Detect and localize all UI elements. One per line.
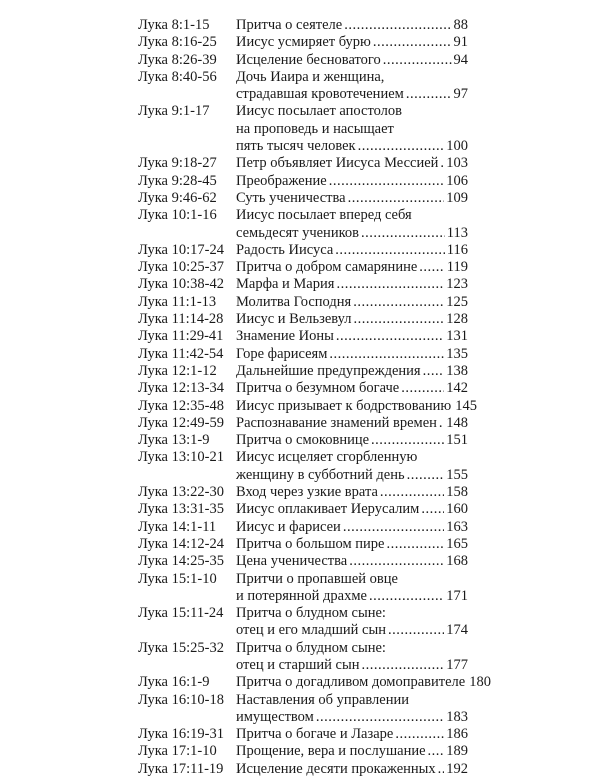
dot-leader [354,311,445,328]
scripture-reference: Лука 14:1-11 [138,518,217,535]
page-number: 135 [446,345,468,362]
scripture-reference: Лука 15:1-10 [138,570,217,587]
page-number: 109 [446,189,468,206]
page-number: 97 [453,86,468,103]
entry-title: Горе фарисеям [236,345,328,362]
entry-title: имуществом [236,708,314,725]
entry-body [236,692,468,727]
entry-body [236,397,477,415]
scripture-reference: Лука 16:19-31 [138,726,224,743]
entry-title: Дочь Иаира и женщина, [236,68,385,85]
dot-leader [428,743,445,760]
dot-leader [371,432,444,449]
page-number: 148 [446,414,468,431]
page-number: 163 [446,518,468,535]
entry-title: Распознавание знамений времен [236,414,437,431]
dot-leader [439,415,444,432]
dot-leader [388,622,444,639]
page-number: 168 [446,553,468,570]
page-number: 174 [446,622,468,639]
entry-title: Цена ученичества [236,553,348,570]
page-number: 151 [446,432,468,449]
toc-entry [0,52,600,69]
toc-entry [0,276,600,293]
entry-title: Притча о безумном богаче [236,380,400,397]
page-number: 113 [446,224,468,241]
page-number: 186 [446,726,468,743]
scripture-reference: Лука 11:14-28 [138,311,224,328]
scripture-reference: Лука 13:1-9 [138,432,210,449]
dot-leader [348,190,445,207]
entry-title: пять тысяч человек [236,138,356,155]
entry-body [236,571,468,606]
entry-body [236,432,468,449]
scripture-reference: Лука 13:10-21 [138,449,224,466]
entry-body [236,190,468,207]
dot-leader [401,380,444,397]
entry-title: Радость Иисуса [236,241,334,258]
dot-leader [423,363,445,380]
scripture-reference: Лука 11:42-54 [138,345,224,362]
scripture-reference: Лука 8:26-39 [138,51,217,68]
entry-body [236,311,468,328]
dot-leader [361,225,445,242]
toc-entry [0,484,600,501]
page-number: 160 [446,501,468,518]
dot-leader [421,501,444,518]
dot-leader [343,519,444,536]
toc-entry [0,398,600,415]
scripture-reference: Лука 16:10-18 [138,691,224,708]
entry-title: Притча о смоковнице [236,432,370,449]
entry-title: Иисус исцеляет сгорбленную [236,449,418,466]
dot-leader [358,138,445,155]
toc-entry [0,519,600,536]
toc-entry [0,674,600,691]
page-number: 103 [446,155,468,172]
entry-body [236,17,468,34]
scripture-reference: Лука 11:29-41 [138,328,224,345]
entry-title: Иисус призывает к бодрствованию [236,397,452,414]
toc-entry [0,346,600,363]
entry-title: Притчи о пропавшей овце [236,570,398,587]
page-number: 123 [446,276,468,293]
entry-title: Притча о догадливом домоправителе [236,674,466,691]
page-number: 119 [446,259,468,276]
entry-title: Иисус посылает вперед себя [236,207,412,224]
scripture-reference: Лука 17:11-19 [138,760,224,777]
entry-body [236,640,468,675]
toc-entry [0,242,600,259]
scripture-reference: Лука 14:25-35 [138,553,224,570]
entry-body [236,34,468,51]
scripture-reference: Лука 14:12-24 [138,535,224,552]
scripture-reference: Лука 12:1-12 [138,362,217,379]
page-number: 100 [446,138,468,155]
entry-body [236,242,468,259]
scripture-reference: Лука 10:25-37 [138,259,224,276]
entry-body [236,294,468,311]
scripture-reference: Лука 8:16-25 [138,34,217,51]
page-number: 106 [446,172,468,189]
dot-leader [407,467,445,484]
entry-body [236,674,491,691]
toc-entry [0,553,600,570]
entry-title: Иисус и Вельзевул [236,311,352,328]
scripture-reference: Лука 9:18-27 [138,155,217,172]
dot-leader [336,328,444,345]
dot-leader [349,553,444,570]
entry-body [236,207,468,242]
entry-body [236,536,468,553]
scripture-reference: Лука 10:1-16 [138,207,217,224]
entry-title: Притча о блудном сыне: [236,605,386,622]
scripture-reference: Лука 13:22-30 [138,484,224,501]
scripture-reference: Лука 11:1-13 [138,293,217,310]
entry-title: Притча о блудном сыне: [236,639,386,656]
dot-leader [380,484,444,501]
dot-leader [369,588,444,605]
toc-entry [0,328,600,345]
entry-body [236,519,468,536]
toc-entry [0,761,600,778]
page-number: 177 [446,656,468,673]
entry-title: Дальнейшие предупреждения [236,362,421,379]
toc-entry [0,449,600,484]
entry-body [236,173,468,190]
dot-leader [386,536,444,553]
toc-entry [0,69,600,104]
scripture-reference: Лука 12:13-34 [138,380,224,397]
page-number: 128 [446,311,468,328]
page-number: 158 [446,484,468,501]
entry-body [236,553,468,570]
dot-leader [383,52,452,69]
page-number: 116 [446,241,468,258]
toc-entry [0,363,600,380]
dot-leader [361,657,444,674]
entry-title: Притча о добром самарянине [236,259,418,276]
page-number: 88 [453,17,468,33]
entry-body [236,259,468,276]
dot-leader [406,86,452,103]
entry-title: Иисус усмиряет бурю [236,34,371,51]
toc-entry [0,640,600,675]
page-number: 91 [453,34,468,51]
toc-entry [0,571,600,606]
entry-title: Иисус посылает апостолов [236,103,402,120]
entry-title: Притча о большом пире [236,535,385,552]
dot-leader [395,726,444,743]
entry-body [236,363,468,380]
entry-body [236,449,468,484]
entry-title: Исцеление десяти прокаженных [236,760,436,777]
toc-entry [0,103,600,155]
entry-body [236,69,468,104]
entry-title: Иисус оплакивает Иерусалим [236,501,420,518]
page-number: 183 [446,708,468,725]
entry-title: женщину в субботний день [236,466,405,483]
toc-entry [0,17,600,34]
dot-leader [344,17,451,34]
dot-leader [316,709,444,726]
toc-entry [0,536,600,553]
page-number: 138 [446,362,468,379]
entry-title: семьдесят учеников [236,224,359,241]
toc-entry [0,415,600,432]
entry-title: Притча о богаче и Лазаре [236,726,394,743]
entry-body [236,276,468,293]
entry-title: Прощение, вера и послушание [236,743,426,760]
dot-leader [336,276,444,293]
page-number: 155 [446,466,468,483]
entry-body [236,380,468,397]
entry-body [236,103,468,155]
toc-entry [0,34,600,51]
dot-leader [373,34,452,51]
toc-entry [0,190,600,207]
entry-title: Исцеление бесноватого [236,51,381,68]
page-number: 131 [446,328,468,345]
toc-entry [0,501,600,518]
scripture-reference: Лука 16:1-9 [138,674,210,691]
toc-entry [0,743,600,760]
entry-body [236,484,468,501]
entry-body [236,328,468,345]
toc-entry [0,311,600,328]
scripture-reference: Лука 13:31-35 [138,501,224,518]
scripture-reference: Лука 10:17-24 [138,241,224,258]
toc-entry [0,294,600,311]
page-number: 94 [453,51,468,68]
toc-entry [0,155,600,172]
entry-title: и потерянной драхме [236,587,367,604]
entry-body [236,501,468,518]
scripture-reference: Лука 9:46-62 [138,189,217,206]
dot-leader [329,173,445,190]
page-number: 142 [446,380,468,397]
dot-leader [419,259,445,276]
entry-body [236,155,468,172]
entry-title: Вход через узкие врата [236,484,378,501]
entry-title: страдавшая кровотечением [236,86,404,103]
entry-body [236,346,468,363]
toc-entry [0,432,600,449]
dot-leader [353,294,444,311]
page-number: 145 [455,397,477,414]
entry-title: Суть ученичества [236,189,346,206]
toc-entry [0,726,600,743]
page-number: 165 [446,535,468,552]
entry-body [236,415,468,432]
scripture-reference: Лука 9:1-17 [138,103,210,120]
toc-entry [0,259,600,276]
scripture-reference: Лука 10:38-42 [138,276,224,293]
page-number: 125 [446,293,468,310]
scripture-reference: Лука 8:40-56 [138,68,217,85]
entry-title: отец и старший сын [236,656,360,673]
entry-title: отец и его младший сын [236,622,386,639]
dot-leader [440,155,444,172]
scripture-reference: Лука 12:35-48 [138,397,224,414]
toc-entry [0,692,600,727]
scripture-reference: Лука 15:11-24 [138,605,224,622]
toc-entry [0,207,600,242]
entry-title: Наставления об управлении [236,691,409,708]
dot-leader [329,346,444,363]
scripture-reference: Лука 17:1-10 [138,743,217,760]
entry-body [236,605,468,640]
page-number: 180 [469,674,491,691]
toc-entry [0,173,600,190]
entry-title: Преображение [236,172,327,189]
scripture-reference: Лука 9:28-45 [138,172,217,189]
toc-entry [0,605,600,640]
page-number: 189 [446,743,468,760]
entry-body [236,761,468,778]
entry-title: Петр объявляет Иисуса Мессией [236,155,439,172]
entry-title: Молитва Господня [236,293,352,310]
entry-title: Притча о сеятеле [236,17,343,33]
toc-entry [0,380,600,397]
dot-leader [438,761,445,778]
entry-body [236,726,468,743]
entry-title: Иисус и фарисеи [236,518,341,535]
scripture-reference: Лука 12:49-59 [138,414,224,431]
entry-title: на проповедь и насыщает [236,120,394,137]
scripture-reference: Лука 8:1-15 [138,17,210,33]
entry-title: Марфа и Мария [236,276,335,293]
entry-body [236,743,468,760]
page-number: 171 [446,587,468,604]
page-number: 192 [446,760,468,777]
entry-body [236,52,468,69]
scripture-reference: Лука 15:25-32 [138,639,224,656]
dot-leader [335,242,445,259]
entry-title: Знамение Ионы [236,328,334,345]
